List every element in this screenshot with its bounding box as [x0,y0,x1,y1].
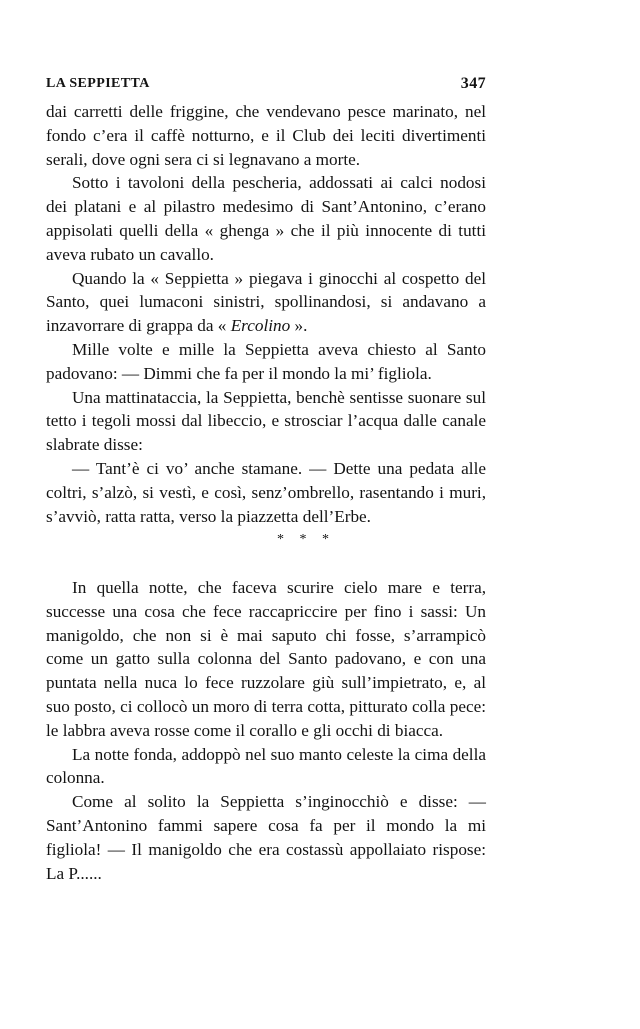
paragraph-1: dai carretti delle friggine, che vendevano pesce marinato, nel fondo c’era il caffè notturno, e il Club dei leciti divertimenti serali, dove ogni sera ci si legnavano a morte. [46,102,486,169]
paragraph-9: Come al solito la Seppietta s’inginocchiò e disse: — Sant’Antonino fammi sapere cosa fa per il mondo la mi figliola! — Il manigoldo che era costassù appollaiato rispose: La P...... [46,792,486,883]
section-break: * * * [277,532,335,548]
paragraph-3-italic-name: Ercolino [230,316,291,336]
paragraph-4: Mille volte e mille la Seppietta aveva chiesto al Santo padovano: — Dimmi che fa per il mondo la mi’ figliola. [46,339,486,383]
body-text [46,100,486,885]
running-head [46,70,486,98]
paragraph-8: La notte fonda, addoppò nel suo manto celeste la cima della colonna. [46,744,486,788]
book-page [46,70,486,885]
paragraph-7: In quella notte, che faceva scurire cielo mare e terra, successe una cosa che fece raccapriccire per fino i sassi: Un manigoldo, che non si è mai saputo chi fosse, s’arrampicò come un gatto sulla colonna del Santo padovano, e con una puntata nella nuca lo fece ruzzolare giù sull’impietrato, e, al suo posto, ci collocò un moro di terra cotta, pitturato colla pece: le labbra aveva rosse come il corallo e gli occhi di biacca. [46,577,486,740]
page-number: 347 [460,75,486,92]
paragraph-6: — Tant’è ci vo’ anche stamane. — Dette una pedata alle coltri, s’alzò, si vestì, e così, senz’ombrello, rasentando i muri, s’avviò, ratta ratta, verso la piazzetta dell’Erbe. [46,458,486,526]
paragraph-2: Sotto i tavoloni della pescheria, addossati ai calci nodosi dei platani e al pilastro medesimo di Sant’Antonino, c’erano appisolati quelli della « ghenga » che il più innocente di tutti aveva rubato un cavallo. [46,173,486,264]
paragraph-3 [46,267,486,338]
paragraph-3-text-b: ». [290,316,308,336]
paragraph-5: Una mattinataccia, la Seppietta, benchè sentisse suonare sul tetto i tegoli mossi dal libeccio, e strosciar l’acqua dalle canale slabrate disse: [46,387,486,455]
running-title: LA SEPPIETTA [46,76,150,91]
paragraph-3-text-a: Quando la « Seppietta » piegava i ginocchi al cospetto del Santo, quei lumaconi sinistri, spollinandosi, si andavano a inzavorrare di grappa da « [46,268,486,336]
